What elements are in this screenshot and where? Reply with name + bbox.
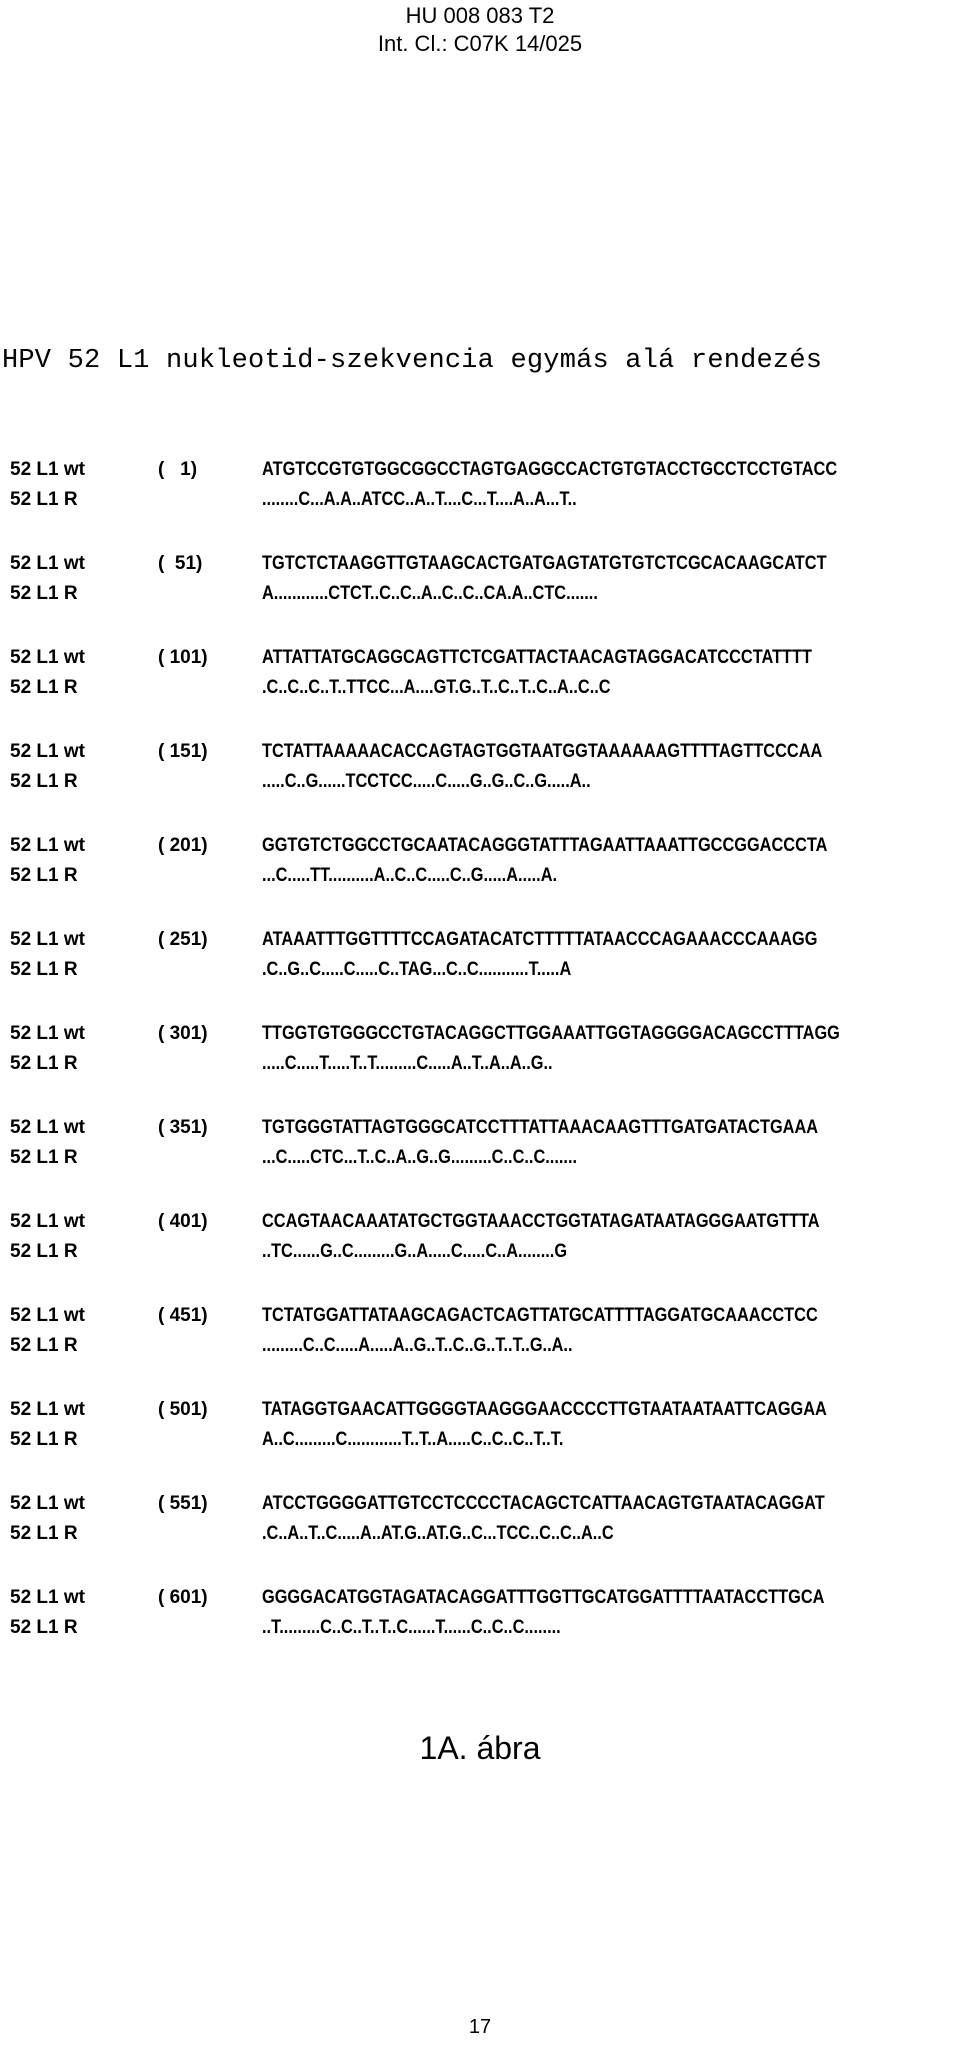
r-row [0,1049,960,1079]
alignment-block [0,549,960,643]
sequence-position: ( 351) [158,1117,208,1138]
classification: Int. Cl.: C07K 14/025 [377,31,583,56]
page-number: 17 [468,2016,492,2038]
nucleotide-sequence: .....C..G......TCCTCC.....C.....G..G..C..G.....A.. [262,771,591,792]
wt-row [0,737,960,767]
r-row [0,1519,960,1549]
sequence-name: 52 L1 R [10,1335,78,1356]
document-header [0,2,960,58]
nucleotide-sequence: TGTCTCTAAGGTTGTAAGCACTGATGAGTATGTGTCTCGCACAAGCATCT [262,553,827,574]
r-row [0,1143,960,1173]
sequence-name: 52 L1 wt [10,1117,85,1138]
sequence-name: 52 L1 wt [10,1023,85,1044]
sequence-name: 52 L1 R [10,1523,78,1544]
nucleotide-sequence: GGGGACATGGTAGATACAGGATTTGGTTGCATGGATTTTAATACCTTGCA [262,1587,825,1608]
nucleotide-sequence: ATAAATTTGGTTTTCCAGATACATCTTTTTATAACCCAGAAACCCAAAGG [262,929,818,950]
sequence-position: ( 251) [158,929,208,950]
sequence-name: 52 L1 wt [10,553,85,574]
nucleotide-sequence: ATGTCCGTGTGGCGGCCTAGTGAGGCCACTGTGTACCTGCCTCCTGTACC [262,459,838,480]
sequence-position: ( 551) [158,1493,208,1514]
sequence-position: ( 301) [158,1023,208,1044]
alignment-block [0,1489,960,1583]
sequence-position: ( 401) [158,1211,208,1232]
sequence-name: 52 L1 R [10,959,78,980]
sequence-name: 52 L1 wt [10,1493,85,1514]
wt-row [0,1113,960,1143]
nucleotide-sequence: ATCCTGGGGATTGTCCTCCCCTACAGCTCATTAACAGTGTAATACAGGAT [262,1493,825,1514]
nucleotide-sequence: .........C..C.....A.....A..G..T..C..G..T..T..G..A.. [262,1335,573,1356]
r-row [0,955,960,985]
wt-row [0,1583,960,1613]
alignment-block [0,737,960,831]
figure-caption: 1A. ábra [419,1730,541,1766]
r-row [0,673,960,703]
sequence-name: 52 L1 wt [10,1305,85,1326]
wt-row [0,549,960,579]
r-row [0,1613,960,1643]
sequence-name: 52 L1 R [10,1617,78,1638]
nucleotide-sequence: ...C.....CTC...T..C..A..G..G.........C..C..C....... [262,1147,578,1168]
alignment-block [0,831,960,925]
sequence-name: 52 L1 wt [10,835,85,856]
sequence-name: 52 L1 R [10,489,78,510]
sequence-name: 52 L1 R [10,677,78,698]
alignment-block [0,643,960,737]
nucleotide-sequence: ..TC......G..C.........G..A.....C.....C..A........G [262,1241,568,1262]
wt-row [0,1207,960,1237]
sequence-position: ( 201) [158,835,208,856]
sequence-name: 52 L1 R [10,1147,78,1168]
r-row [0,1425,960,1455]
alignment-block [0,1395,960,1489]
nucleotide-sequence: ATTATTATGCAGGCAGTTCTCGATTACTAACAGTAGGACATCCCTATTTT [262,647,812,668]
alignment-block [0,1019,960,1113]
alignment-block [0,1301,960,1395]
wt-row [0,831,960,861]
wt-row [0,1301,960,1331]
nucleotide-sequence: TCTATTAAAAACACCAGTAGTGGTAATGGTAAAAAAGTTTTAGTTCCCAA [262,741,823,762]
nucleotide-sequence: TATAGGTGAACATTGGGGTAAGGGAACCCCTTGTAATAATAATTCAGGAA [262,1399,827,1420]
wt-row [0,925,960,955]
r-row [0,1237,960,1267]
sequence-name: 52 L1 wt [10,647,85,668]
sequence-position: ( 151) [158,741,208,762]
nucleotide-sequence: .C..A..T..C.....A..AT.G..AT.G..C...TCC..C..C..A..C [262,1523,614,1544]
nucleotide-sequence: A..C.........C............T..T..A.....C..C..C..T..T. [262,1429,564,1450]
sequence-position: ( 101) [158,647,208,668]
sequence-position: ( 451) [158,1305,208,1326]
nucleotide-sequence: ........C...A.A..ATCC..A..T....C...T....A..A...T.. [262,489,577,510]
sequence-name: 52 L1 wt [10,459,85,480]
sequence-name: 52 L1 R [10,865,78,886]
nucleotide-sequence: CCAGTAACAAATATGCTGGTAAACCTGGTATAGATAATAGGGAATGTTTA [262,1211,820,1232]
alignment-block [0,1207,960,1301]
figure-title: HPV 52 L1 nukleotid-szekvencia egymás alá rendezés [2,346,823,376]
patent-number: HU 008 083 T2 [405,3,555,28]
sequence-position: ( 501) [158,1399,208,1420]
sequence-name: 52 L1 R [10,1241,78,1262]
nucleotide-sequence: TCTATGGATTATAAGCAGACTCAGTTATGCATTTTAGGATGCAAACCTCC [262,1305,818,1326]
alignment-block [0,925,960,1019]
sequence-name: 52 L1 R [10,583,78,604]
nucleotide-sequence: ..T.........C..C..T..T..C......T......C..C..C........ [262,1617,561,1638]
sequence-name: 52 L1 R [10,771,78,792]
nucleotide-sequence: .C..G..C.....C.....C..TAG...C..C...........T.....A [262,959,572,980]
sequence-position: ( 1) [158,459,198,480]
r-row [0,485,960,515]
r-row [0,1331,960,1361]
sequence-name: 52 L1 wt [10,741,85,762]
wt-row [0,1019,960,1049]
nucleotide-sequence: TTGGTGTGGGCCTGTACAGGCTTGGAAATTGGTAGGGGACAGCCTTTAGG [262,1023,840,1044]
nucleotide-sequence: GGTGTCTGGCCTGCAATACAGGGTATTTAGAATTAAATTGCCGGACCCTA [262,835,828,856]
nucleotide-sequence: A............CTCT..C..C..A..C..C..CA.A..CTC....... [262,583,598,604]
sequence-name: 52 L1 R [10,1053,78,1074]
r-row [0,579,960,609]
nucleotide-sequence: .....C.....T.....T..T.........C.....A..T..A..A..G.. [262,1053,553,1074]
sequence-name: 52 L1 R [10,1429,78,1450]
alignment-block [0,1583,960,1677]
sequence-name: 52 L1 wt [10,1587,85,1608]
nucleotide-sequence: ...C.....TT..........A..C..C.....C..G.....A.....A. [262,865,558,886]
nucleotide-sequence: TGTGGGTATTAGTGGGCATCCTTTATTAAACAAGTTTGATGATACTGAAA [262,1117,819,1138]
wt-row [0,455,960,485]
sequence-alignment [0,455,960,1677]
wt-row [0,1489,960,1519]
alignment-block [0,455,960,549]
wt-row [0,1395,960,1425]
nucleotide-sequence: .C..C..C..T..TTCC...A....GT.G..T..C..T..C..A..C..C [262,677,611,698]
sequence-position: ( 601) [158,1587,208,1608]
r-row [0,767,960,797]
r-row [0,861,960,891]
sequence-position: ( 51) [158,553,203,574]
sequence-name: 52 L1 wt [10,1211,85,1232]
wt-row [0,643,960,673]
alignment-block [0,1113,960,1207]
sequence-name: 52 L1 wt [10,929,85,950]
sequence-name: 52 L1 wt [10,1399,85,1420]
